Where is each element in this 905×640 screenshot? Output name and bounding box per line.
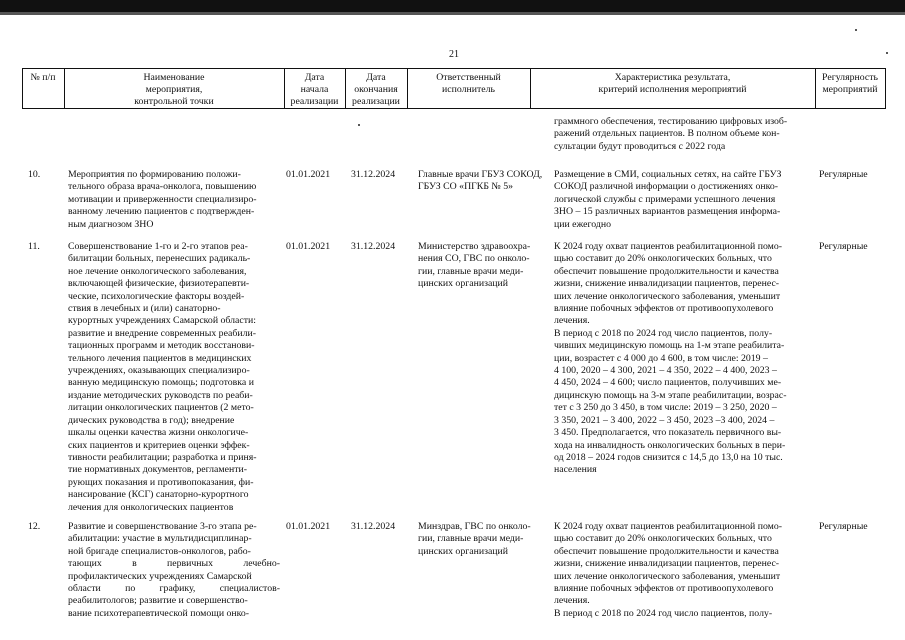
scan-speck (886, 52, 888, 54)
row-result: К 2024 году охват пациентов реабилитационной помо- щью составит до 20% онкологических больных, что обеспечит повышение продолжительности и качества жизни, снижение инвалидизации пациентов, перенес- ших лечение онкологического заболевания, уменьшит влияние побочных эффектов от противоопухолевого лечения. В период с 2018 по 2024 год число пациентов, полу- чивших медицинскую помощь на 1-м этапе реабилита- ции, возрастет с 4 000 до 4 600, в том числе: 2019 – 4 100, 2020 – 4 300, 2021 – 4 350, 2022 – 4 400, 2023 – 4 450, 2024 – 4 600; число пациентов, получивших ме- дицинскую помощь на 3-м этапе реабилитации, возрас- тет с 3 250 до 3 450, в том числе: 2019 – 3 250, 2020 – 3 350, 2021 – 3 400, 2022 – 3 450, 2023 –3 400, 2024 – 3 450. Предполагается, что показатель первичного вы- хода на инвалидность онкологических больных в пери- од 2018 – 2024 годов снизится с 14,5 до 13,0 на 10 тыс. населения (554, 241, 787, 476)
row-executor: Министерство здравоохра- нения СО, ГВС по онколо- гии, главные врачи меди- цинских организаций (418, 241, 531, 290)
row-number: 12. (28, 521, 41, 532)
row-start-date: 01.01.2021 (286, 521, 331, 532)
row-name: Мероприятия по формированию положи- тельного образа врача-онколога, повышению мотивации и приверженности специализиро- ванному лечению пациентов с подтвержден- ным диагнозом ЗНО (68, 169, 257, 230)
scan-top-bar (0, 0, 905, 12)
row-number: 11. (28, 241, 40, 252)
row-number: 10. (28, 169, 41, 180)
row-result: К 2024 году охват пациентов реабилитационной помо- щью составит до 20% онкологических больных, что обеспечит повышение продолжительности и качества жизни, снижение инвалидизации пациентов, перенес- ших лечение онкологического заболевания, уменьшит влияние побочных эффектов от противоопухолевого лечения. В период с 2018 по 2024 год число пациентов, полу- (554, 521, 783, 619)
row-end-date: 31.12.2024 (351, 169, 396, 180)
row-regularity: Регулярные (819, 169, 868, 180)
row-start-date: 01.01.2021 (286, 169, 331, 180)
scan-top-bar-shadow (0, 12, 905, 15)
row-end-date: 31.12.2024 (351, 521, 396, 532)
row-name: Развитие и совершенствование 3-го этапа ре- абилитации: участие в мультидисциплинар- ной бригаде специалистов-онкологов, рабо- тающих в первичных лечебно- профилактических учреждениях Самарской области по графику, специалистов- реабилитологов; развитие и совершенство- вание психотерапевтической помощи онко- (68, 521, 280, 619)
row-start-date: 01.01.2021 (286, 241, 331, 252)
row-result: Размещение в СМИ, социальных сетях, на сайте ГБУЗ СОКОД различной информации о достижениях онко- логической службы с примерами успешного лечения ЗНО – 15 различных вариантов размещения информа- ции ежегодно (554, 169, 782, 230)
scan-speck (855, 29, 857, 31)
table-right-border (885, 68, 886, 109)
header-regularity: Регулярность мероприятий (822, 72, 878, 95)
header-name: Наименование мероприятия, контрольной точки (134, 72, 214, 107)
header-end-date: Дата окончания реализации (352, 72, 400, 107)
row-executor: Минздрав, ГВС по онколо- гии, главные врачи меди- цинских организаций (418, 521, 531, 557)
row-executor: Главные врачи ГБУЗ СОКОД, ГБУЗ СО «ПГКБ № 5» (418, 169, 543, 193)
continuation-text: граммного обеспечения, тестированию цифровых изоб- ражений отдельных пациентов. В полном объеме кон- сультации будут проводиться с 2022 года (554, 116, 788, 152)
row-regularity: Регулярные (819, 521, 868, 532)
page-number: 21 (449, 49, 459, 60)
table-header-bottom-border (22, 108, 886, 109)
header-start-date: Дата начала реализации (290, 72, 339, 107)
table-top-border (22, 68, 886, 69)
header-num: № п/п (30, 72, 56, 83)
scan-speck (358, 124, 360, 126)
row-regularity: Регулярные (819, 241, 868, 252)
header-executor: Ответственный исполнитель (436, 72, 501, 95)
header-result: Характеристика результата, критерий исполнения мероприятий (598, 72, 747, 95)
row-end-date: 31.12.2024 (351, 241, 396, 252)
row-name: Совершенствование 1-го и 2-го этапов реа- билитации больных, перенесших радикаль- ное лечение онкологического заболевания, включающей физические, физиотерапевти- ческие, психологические факторы воздей- ствия в лечебных и (или) санаторно- курортных учреждениях Самарской области: развитие и внедрение современных реабили- тационных программ и методик восстанови- тельного лечения пациентов в медицинских учреждениях, оказывающих специализиро- ванную медицинскую помощь; подготовка и издание методических руководств по реаби- литации онкологических пациентов (2 мето- дических руководства в год); внедрение шкалы оценки качества жизни онкологиче- ских пациентов и критериев оценки эффек- тивности реабилитации; разработка и приня- тие нормативных документов, регламенти- рующих показания и противопоказания, фи- нансирование (КСГ) санаторно-курортного лечения для онкологических пациентов (68, 241, 257, 513)
